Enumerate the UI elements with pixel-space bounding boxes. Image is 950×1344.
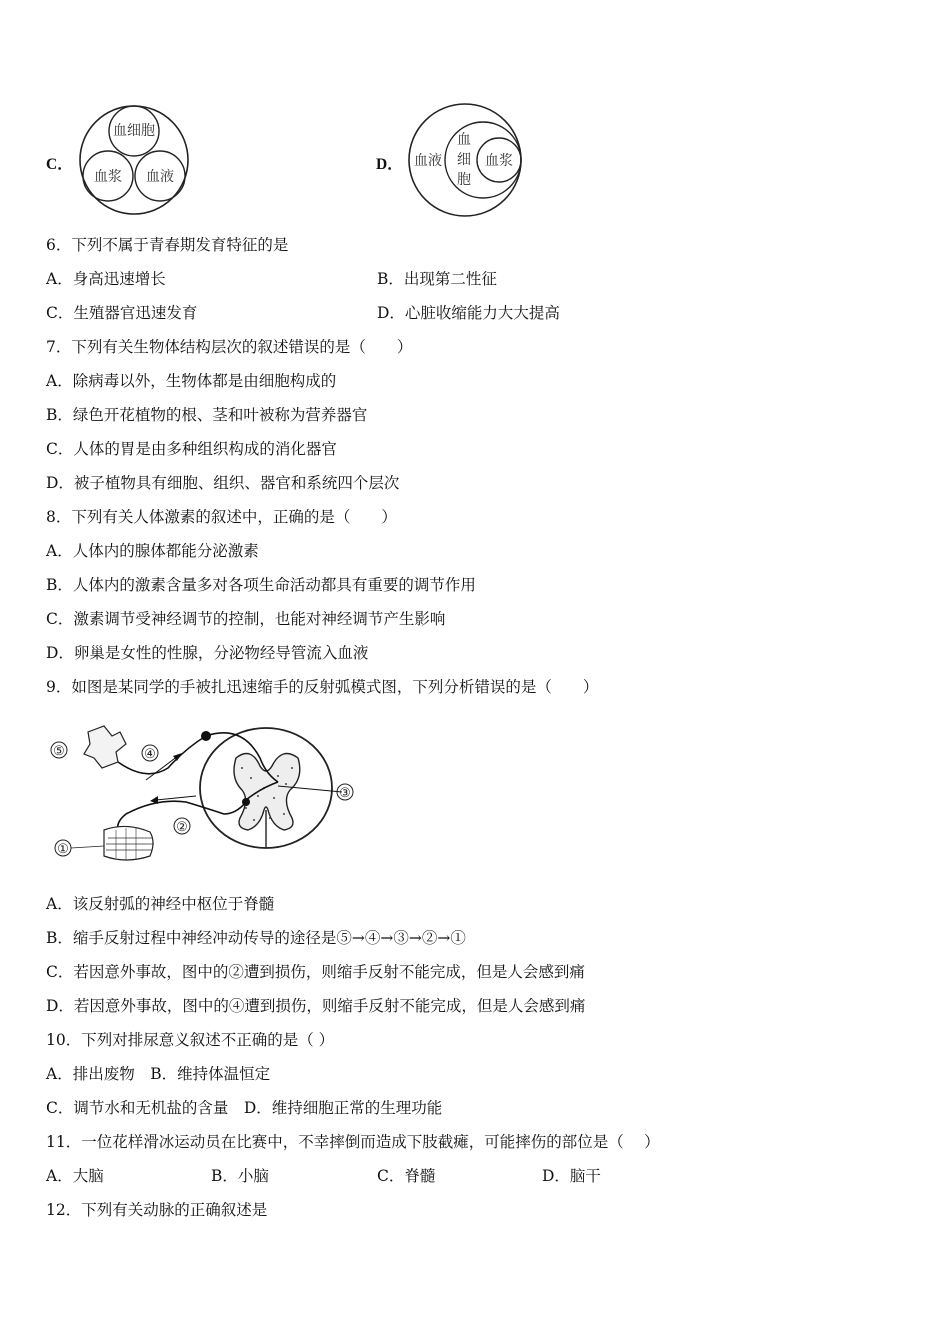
- d-outer-label: 血液: [414, 153, 442, 169]
- c-top-label: 血细胞: [113, 123, 155, 139]
- q11-stem: 11．一位花样滑冰运动员在比赛中，不幸摔倒而造成下肢截瘫，可能摔伤的部位是（ ）: [46, 1133, 660, 1151]
- gray-matter: [234, 754, 300, 831]
- ganglion: [201, 731, 211, 741]
- q7-stem: 7．下列有关生物体结构层次的叙述错误的是（ ）: [46, 338, 413, 356]
- q7-option-c[interactable]: C．人体的胃是由多种组织构成的消化器官: [46, 440, 337, 458]
- q12-stem: 12．下列有关动脉的正确叙述是: [46, 1201, 268, 1219]
- q11-option-d[interactable]: D．脑干: [542, 1167, 601, 1185]
- q8-option-c[interactable]: C．激素调节受神经调节的控制，也能对神经调节产生影响: [46, 610, 446, 628]
- receptor-skin: [84, 726, 126, 768]
- q8-stem: 8．下列有关人体激素的叙述中，正确的是（ ）: [46, 508, 397, 526]
- d-middle-label-2: 细: [457, 152, 471, 168]
- q10-stem: 10．下列对排尿意义叙述不正确的是（ ）: [46, 1031, 335, 1049]
- q9-option-d[interactable]: D．若因意外事故，图中的④遭到损伤，则缩手反射不能完成，但是人会感到痛: [46, 997, 586, 1015]
- reflex-arc-diagram: [46, 718, 366, 866]
- q10-options-ab[interactable]: A．排出废物 B．维持体温恒定: [46, 1065, 271, 1083]
- q5-option-c-label: C．: [46, 156, 73, 173]
- q6-option-c[interactable]: C．生殖器官迅速发育: [46, 304, 198, 322]
- q6-option-a[interactable]: A．身高迅速增长: [46, 270, 166, 288]
- q8-option-b[interactable]: B．人体内的激素含量多对各项生命活动都具有重要的调节作用: [46, 576, 476, 594]
- label-1: ①: [57, 842, 69, 857]
- q9-stem: 9．如图是某同学的手被扎迅速缩手的反射弧模式图，下列分析错误的是（ ）: [46, 678, 599, 696]
- label-3: ③: [339, 786, 351, 801]
- q11-option-a[interactable]: A．大脑: [46, 1167, 104, 1185]
- q8-option-d[interactable]: D．卵巢是女性的性腺，分泌物经导管流入血液: [46, 644, 369, 662]
- q5-option-d-diagram: [406, 102, 524, 218]
- q9-option-a[interactable]: A．该反射弧的神经中枢位于脊髓: [46, 895, 275, 913]
- label-4: ④: [144, 747, 156, 762]
- d-inner-label: 血浆: [485, 153, 513, 169]
- q10-options-cd[interactable]: C．调节水和无机盐的含量 D．维持细胞正常的生理功能: [46, 1099, 443, 1117]
- label-5: ⑤: [53, 744, 65, 759]
- q9-option-b[interactable]: B．缩手反射过程中神经冲动传导的途径是⑤→④→③→②→①: [46, 929, 466, 947]
- q5-option-c-diagram: [76, 104, 192, 216]
- q8-option-a[interactable]: A．人体内的腺体都能分泌激素: [46, 542, 259, 560]
- q6-stem: 6．下列不属于青春期发育特征的是: [46, 236, 289, 254]
- c-left-label: 血浆: [94, 169, 122, 185]
- q9-option-c[interactable]: C．若因意外事故，图中的②遭到损伤，则缩手反射不能完成，但是人会感到痛: [46, 963, 585, 981]
- label-2: ②: [176, 820, 188, 835]
- q7-option-a[interactable]: A．除病毒以外，生物体都是由细胞构成的: [46, 372, 337, 390]
- q7-option-d[interactable]: D．被子植物具有细胞、组织、器官和系统四个层次: [46, 474, 400, 492]
- q11-option-c[interactable]: C．脊髓: [377, 1167, 436, 1185]
- d-middle-label-3: 胞: [457, 172, 471, 188]
- q5-option-d-label: D．: [376, 156, 403, 173]
- q7-option-b[interactable]: B．绿色开花植物的根、茎和叶被称为营养器官: [46, 406, 368, 424]
- d-middle-label-1: 血: [457, 132, 471, 148]
- c-right-label: 血液: [146, 169, 174, 185]
- q11-option-b[interactable]: B．小脑: [211, 1167, 269, 1185]
- q6-option-b[interactable]: B．出现第二性征: [377, 270, 497, 288]
- q6-option-d[interactable]: D．心脏收缩能力大大提高: [377, 304, 560, 322]
- effector-muscle: [104, 826, 154, 860]
